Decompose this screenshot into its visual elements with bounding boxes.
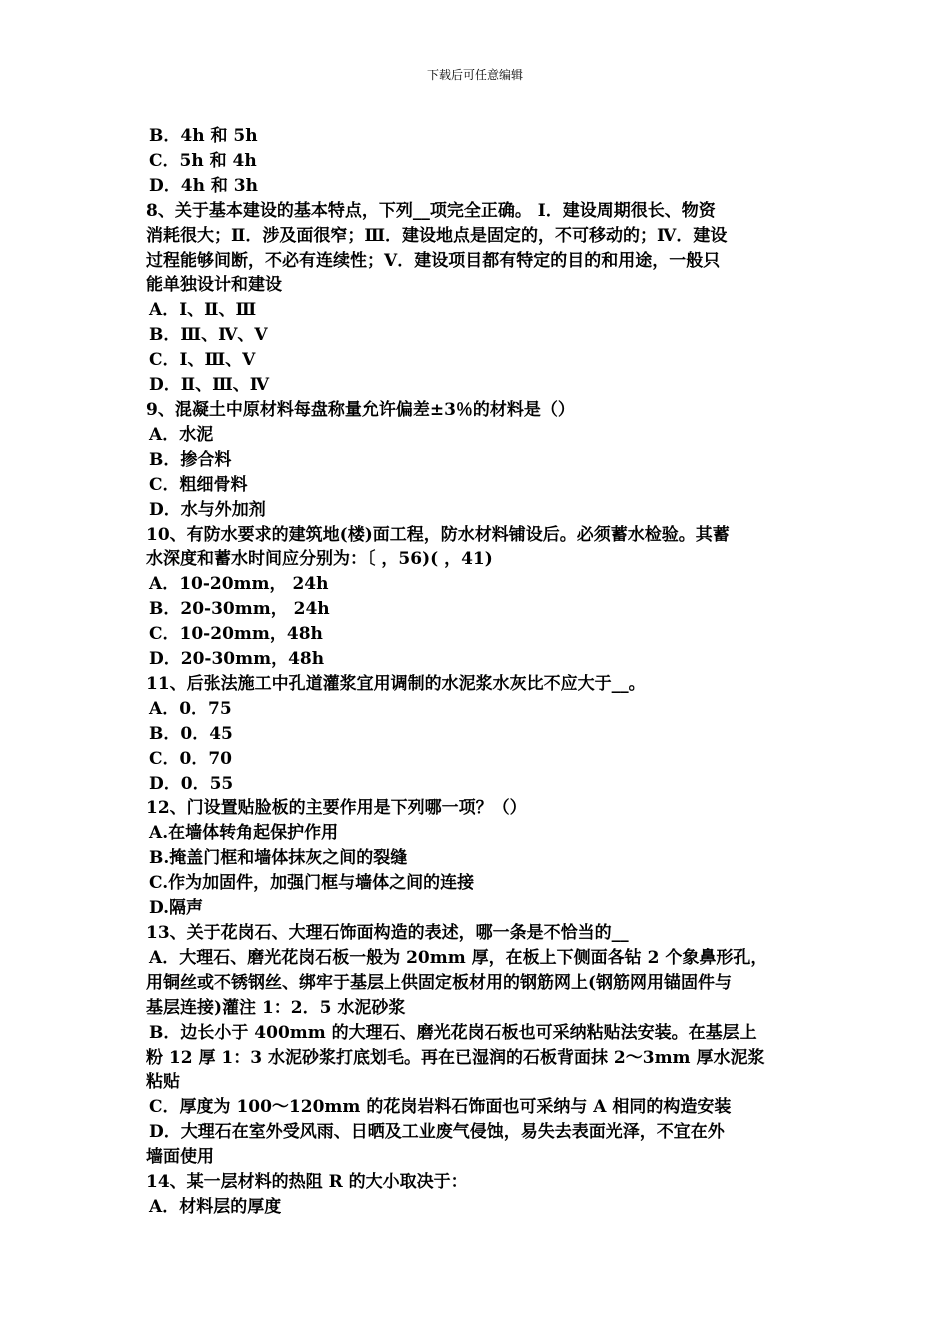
question-text-line: 12、门设置贴脸板的主要作用是下列哪一项？（） xyxy=(146,798,527,819)
answer-option-line: B．0．45 xyxy=(149,723,233,744)
question-text-line: 9、混凝土中原材料每盘称量允许偏差±3％的材料是（） xyxy=(146,399,575,420)
answer-option-line: C．10-20mm，48h xyxy=(149,624,323,645)
answer-option-line: C．厚度为 100～120mm 的花岗岩料石饰面也可采纳与 A 相同的构造安装 xyxy=(149,1097,732,1118)
question-text-line: 14、某一层材料的热阻 R 的大小取决于： xyxy=(146,1172,468,1193)
answer-option-line: D．大理石在室外受风雨、日晒及工业废气侵蚀，易失去表面光泽，不宜在外 xyxy=(149,1122,725,1143)
page-header: 下载后可任意编辑 xyxy=(426,68,523,82)
answer-option-line: A．0．75 xyxy=(149,698,232,719)
answer-option-line: A．水泥 xyxy=(149,424,214,445)
question-text-line: 10、有防水要求的建筑地(楼)面工程，防水材料铺设后。必须蓄水检验。其蓄 xyxy=(146,524,730,545)
question-text-line: 基层连接)灌注 1：2．5 水泥砂浆 xyxy=(146,997,406,1018)
question-text-line: 11、后张法施工中孔道灌浆宜用调制的水泥浆水灰比不应大于__。 xyxy=(146,673,646,694)
answer-option-line: A．大理石、磨光花岗石板一般为 20mm 厚，在板上下侧面各钻 2 个象鼻形孔， xyxy=(149,947,768,968)
answer-option-line: D．0．55 xyxy=(149,773,234,794)
answer-option-line: B．20-30mm， 24h xyxy=(149,599,330,620)
question-text-line: 能单独设计和建设 xyxy=(146,275,282,296)
answer-option-line: D．Ⅱ、Ⅲ、Ⅳ xyxy=(149,375,270,396)
answer-option-line: C．0．70 xyxy=(149,748,233,769)
question-text-line: 粘贴 xyxy=(146,1072,180,1093)
answer-option-line: B．边长小于 400mm 的大理石、磨光花岗石板也可采纳粘贴法安装。在基层上 xyxy=(149,1022,757,1043)
answer-option-line: B．掺合料 xyxy=(149,449,232,470)
question-text-line: 用铜丝或不锈钢丝、绑牢于基层上供固定板材用的钢筋网上(钢筋网用锚固件与 xyxy=(146,972,733,993)
question-text-line: 8、关于基本建设的基本特点，下列__项完全正确。 Ⅰ．建设周期很长、物资 xyxy=(146,200,716,221)
question-text-line: 消耗很大；Ⅱ．涉及面很窄；Ⅲ．建设地点是固定的，不可移动的；Ⅳ．建设 xyxy=(146,225,728,246)
question-text-line: 过程能够间断，不必有连续性；Ⅴ．建设项目都有特定的目的和用途，一般只 xyxy=(146,250,721,271)
question-text-line: 水深度和蓄水时间应分别为：〔 ，56)( ，41) xyxy=(146,549,493,570)
answer-option-line: B．Ⅲ、Ⅳ、Ⅴ xyxy=(149,325,268,346)
answer-option-line: A．Ⅰ、Ⅱ、Ⅲ xyxy=(149,300,257,321)
document-body xyxy=(146,124,818,1220)
question-text-line: 粉 12 厚 1：3 水泥砂浆打底划毛。再在已湿润的石板背面抹 2～3mm 厚水泥浆 xyxy=(146,1047,765,1068)
answer-option-line: C.作为加固件，加强门框与墙体之间的连接 xyxy=(149,873,475,894)
answer-option-line: D.隔声 xyxy=(149,898,204,919)
answer-option-line: B．4h 和 5h xyxy=(149,126,258,146)
answer-option-line: C．5h 和 4h xyxy=(149,150,257,171)
answer-option-line: C．Ⅰ、Ⅲ、Ⅴ xyxy=(149,350,256,371)
answer-option-line: A.在墙体转角起保护作用 xyxy=(149,823,339,844)
answer-option-line: D．20-30mm，48h xyxy=(149,649,325,670)
answer-option-line: D．水与外加剂 xyxy=(149,499,266,520)
question-text-line: 13、关于花岗石、大理石饰面构造的表述，哪一条是不恰当的__ xyxy=(146,923,629,943)
answer-option-line: C．粗细骨料 xyxy=(149,474,248,495)
answer-option-line: D．4h 和 3h xyxy=(149,175,258,196)
answer-option-line: B.掩盖门框和墙体抹灰之间的裂缝 xyxy=(149,848,408,869)
answer-option-line: A．材料层的厚度 xyxy=(149,1196,282,1217)
answer-option-line: A．10-20mm， 24h xyxy=(149,574,329,595)
question-text-line: 墙面使用 xyxy=(146,1147,214,1168)
